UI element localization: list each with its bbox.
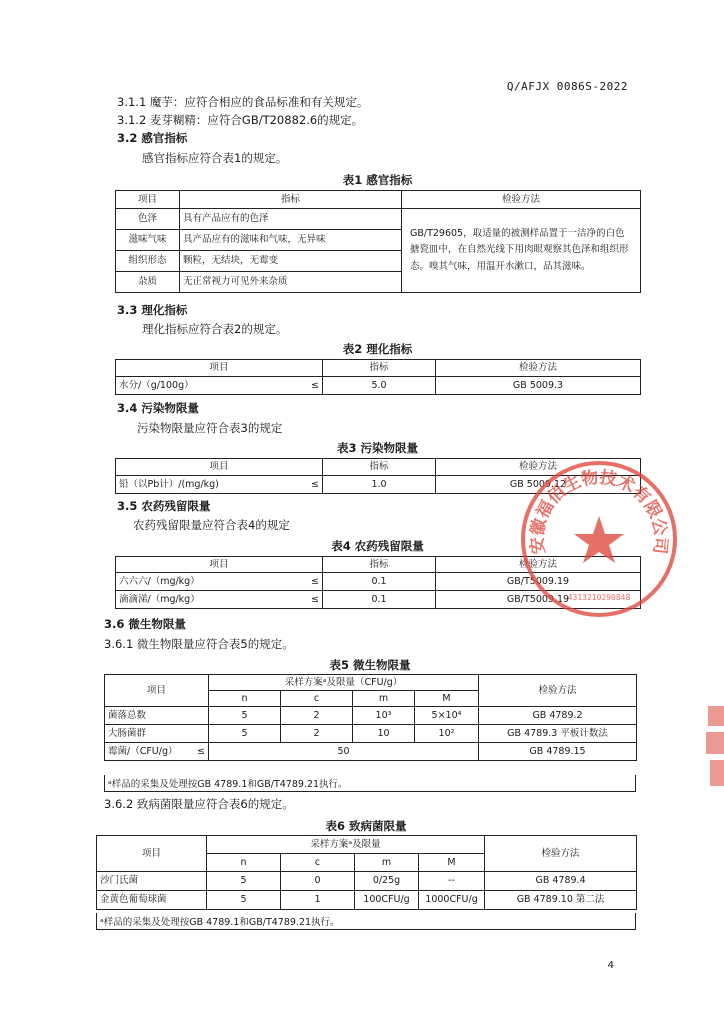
row-method: GB 5009.12 (436, 476, 641, 494)
table-2-physchem (115, 359, 641, 395)
subheader-m: m (353, 691, 415, 707)
subheader-n: n (209, 691, 281, 707)
table-header-method: 检验方法 (436, 360, 641, 377)
section-3-6-heading: 3.6 微生物限量 (104, 617, 186, 631)
table-header-item: 项目 (116, 191, 180, 209)
partial-stamp-edge (702, 702, 724, 792)
section-3-3-text: 理化指标应符合表2的规定。 (142, 322, 288, 336)
row-n: 5 (207, 891, 281, 910)
table-header-spec: 指标 (323, 459, 436, 476)
row-method: GB 4789.3 平板计数法 (479, 725, 637, 743)
row-item: 金黄色葡萄球菌 (97, 891, 207, 910)
table-header-item: 项目 (105, 675, 209, 707)
table-header-item: 项目 (116, 459, 323, 476)
subheader-M: M (419, 854, 485, 872)
table-row-item: 组织形态 (116, 251, 180, 272)
table-6-caption: 表6 致病菌限量 (325, 819, 407, 833)
table-row-spec: 具产品应有的滋味和气味，无异味 (180, 230, 402, 251)
section-3-4-text: 污染物限量应符合表3的规定 (137, 421, 283, 435)
row-value: 5.0 (323, 377, 436, 395)
table-row (105, 707, 637, 725)
row-method: GB 4789.2 (479, 707, 637, 725)
row-method: GB 4789.15 (479, 743, 637, 761)
table-row (105, 743, 637, 761)
row-M: 5×10⁴ (415, 707, 479, 725)
row-c: 2 (281, 707, 353, 725)
table-5-note: ᵃ样品的采集及处理按GB 4789.1和GB/T4789.21执行。 (104, 775, 636, 792)
page-number: 4 (607, 960, 614, 971)
table-row (116, 377, 641, 395)
table-header-spec: 指标 (180, 191, 402, 209)
row-c: 2 (281, 725, 353, 743)
table-header-method: 检验方法 (485, 836, 637, 872)
row-c: 0 (281, 872, 355, 891)
subheader-c: c (281, 854, 355, 872)
row-operator: ≤ (311, 379, 319, 391)
row-value: 0.1 (323, 573, 436, 591)
table-row-spec: 具有产品应有的色泽 (180, 209, 402, 230)
row-m: 0/25g (355, 872, 419, 891)
table-header-method: 检验方法 (402, 191, 641, 209)
row-operator: ≤ (197, 745, 205, 757)
table-header-plan: 采样方案ᵃ及限量（CFU/g） (209, 675, 479, 691)
table-4-caption: 表4 农药残留限量 (331, 539, 424, 553)
seal-company-text: 安徽福佰生物技术有限公司 (527, 467, 671, 556)
table-1-caption: 表1 感官指标 (342, 173, 413, 187)
row-item: 霉菌/（CFU/g） (108, 745, 178, 757)
row-m: 100CFU/g (355, 891, 419, 910)
table-header-spec: 指标 (323, 360, 436, 377)
standard-number: Q/AFJX 0086S-2022 (506, 80, 628, 93)
row-item: 菌落总数 (105, 707, 209, 725)
table-row-item: 杂质 (116, 272, 180, 293)
row-item: 大肠菌群 (105, 725, 209, 743)
seal-code-text: 4313210290848 (567, 593, 631, 602)
table-6-note: ᵃ样品的采集及处理按GB 4789.1和GB/T4789.21执行。 (96, 913, 636, 930)
row-M: 1000CFU/g (419, 891, 485, 910)
row-value: 0.1 (323, 591, 436, 609)
star-icon (574, 516, 624, 563)
table-header-method: 检验方法 (436, 459, 641, 476)
table-3-caption: 表3 污染物限量 (336, 441, 418, 455)
subheader-n: n (207, 854, 281, 872)
clause-3-1-2: 3.1.2 麦芽糊精：应符合GB/T20882.6的规定。 (117, 113, 364, 127)
row-item: 沙门氏菌 (97, 872, 207, 891)
row-method: GB/T5009.19 (436, 591, 641, 609)
row-item: 滴滴涕/（mg/kg） (119, 593, 200, 605)
row-n: 5 (209, 707, 281, 725)
row-value: 1.0 (323, 476, 436, 494)
table-1-method: GB/T29605，取适量的被测样品置于一洁净的白色搪瓷皿中，在自然光线下用肉眼观察其色泽和组织形态。嗅其气味，用温开水漱口，品其滋味。 (402, 209, 641, 293)
section-3-4-heading: 3.4 污染物限量 (117, 401, 199, 415)
row-M: -- (419, 872, 485, 891)
row-method: GB 4789.4 (485, 872, 637, 891)
row-m: 10 (353, 725, 415, 743)
table-header-item: 项目 (97, 836, 207, 872)
row-method: GB 4789.10 第二法 (485, 891, 637, 910)
section-3-5-heading: 3.5 农药残留限量 (117, 499, 211, 513)
table-row-spec: 无正常视力可见外来杂质 (180, 272, 402, 293)
table-header-spec: 指标 (323, 557, 436, 573)
table-6-pathogens (96, 835, 637, 910)
table-row (97, 891, 637, 910)
table-2-caption: 表2 理化指标 (342, 342, 413, 356)
row-operator: ≤ (311, 575, 319, 587)
row-c: 1 (281, 891, 355, 910)
company-seal (518, 458, 680, 620)
subheader-M: M (415, 691, 479, 707)
row-method: GB 5009.3 (436, 377, 641, 395)
row-n: 5 (207, 872, 281, 891)
row-m: 10³ (353, 707, 415, 725)
table-row (105, 725, 637, 743)
section-3-5-text: 农药残留限量应符合表4的规定 (133, 518, 290, 532)
table-1-sensory (115, 190, 641, 293)
row-item: 铅（以Pb计）/(mg/kg) (119, 478, 219, 490)
row-value: 50 (209, 743, 479, 761)
row-n: 5 (209, 725, 281, 743)
table-row (97, 872, 637, 891)
table-header-method: 检验方法 (479, 675, 637, 707)
table-header-method: 检验方法 (436, 557, 641, 573)
table-header-item: 项目 (116, 557, 323, 573)
table-row-item: 滋味气味 (116, 230, 180, 251)
subheader-c: c (281, 691, 353, 707)
subheader-m: m (355, 854, 419, 872)
table-header-item: 项目 (116, 360, 323, 377)
row-operator: ≤ (311, 593, 319, 605)
clause-3-6-1: 3.6.1 微生物限量应符合表5的规定。 (104, 637, 294, 651)
table-5-microbial (104, 674, 637, 761)
table-row-item: 色泽 (116, 209, 180, 230)
row-operator: ≤ (311, 478, 319, 490)
clause-3-6-2: 3.6.2 致病菌限量应符合表6的规定。 (104, 797, 294, 811)
row-item: 六六六/（mg/kg） (119, 575, 200, 587)
table-row-spec: 颗粒，无结块，无霉变 (180, 251, 402, 272)
row-M: 10² (415, 725, 479, 743)
clause-3-1-1: 3.1.1 魔芋：应符合相应的食品标准和有关规定。 (117, 95, 369, 109)
row-method: GB/T5009.19 (436, 573, 641, 591)
section-3-2-text: 感官指标应符合表1的规定。 (142, 151, 288, 165)
section-3-2-heading: 3.2 感官指标 (117, 131, 188, 145)
section-3-3-heading: 3.3 理化指标 (117, 303, 188, 317)
row-item: 水分/（g/100g） (119, 379, 194, 391)
table-5-caption: 表5 微生物限量 (329, 658, 411, 672)
table-header-plan: 采样方案ᵃ及限量 (207, 836, 485, 854)
